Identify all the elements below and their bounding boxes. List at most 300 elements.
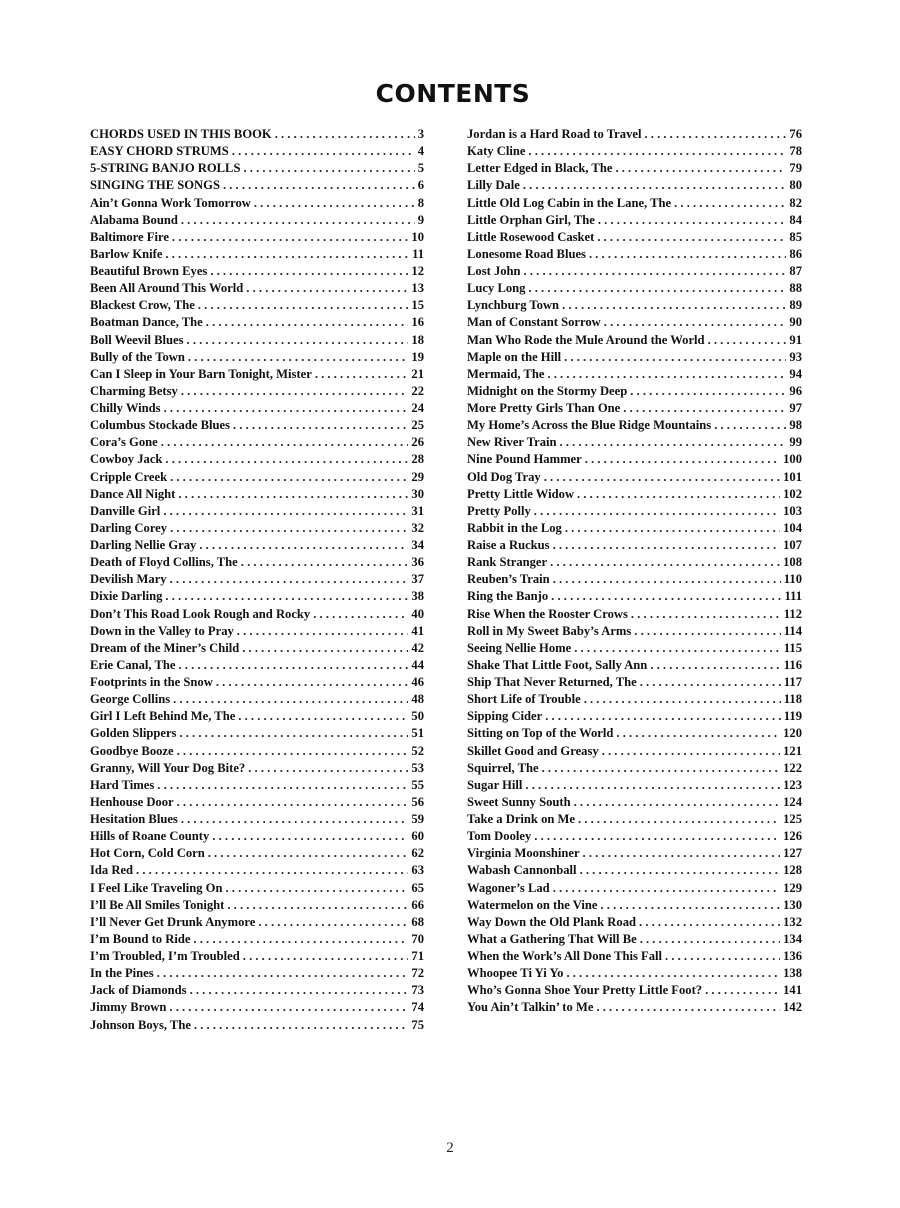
dot-leader [177,743,409,760]
toc-entry [90,246,424,263]
toc-entry [467,914,802,931]
dot-leader [243,160,414,177]
toc-entry-title: Lynchburg Town [467,298,560,313]
toc-entry-title: Columbus Stockade Blues [90,418,230,433]
dot-leader [644,126,786,143]
dot-leader [550,554,780,571]
toc-entry [90,674,424,691]
toc-entry [467,486,802,503]
toc-entry-title: Midnight on the Stormy Deep [467,383,628,398]
toc-entry [90,708,424,725]
toc-entry [467,691,802,708]
toc-entry-page: 107 [783,538,802,552]
toc-entry-title: Take a Drink on Me [467,812,575,826]
toc-entry-page: 42 [411,640,424,655]
dot-leader [165,246,409,263]
toc-entry-page: 8 [417,195,424,210]
toc-entry-title: Little Rosewood Casket [467,229,595,244]
toc-entry [90,777,424,794]
toc-entry-title: I’ll Never Get Drunk Anymore [90,914,256,929]
toc-entry-title: SINGING THE SONGS [90,178,220,193]
toc-entry-title: Ring the Banjo [467,589,549,604]
dot-leader [708,332,787,349]
toc-entry-page: 89 [789,298,802,313]
toc-entry-page: 12 [411,264,424,278]
toc-entry-title: Johnson Boys, The [90,1017,191,1032]
toc-entry-page: 28 [411,452,424,467]
toc-entry-page: 88 [789,281,802,296]
toc-entry-title: Old Dog Tray [467,469,541,484]
toc-entry-title: Girl I Left Behind Me, The [90,709,236,724]
contents-left-column [90,126,424,1034]
toc-entry [90,314,424,331]
toc-entry-title: Bully of the Town [90,349,185,364]
toc-entry-page: 37 [411,572,424,587]
toc-entry-page: 16 [411,315,424,330]
dot-leader [640,931,780,948]
toc-entry-page: 78 [789,144,802,159]
dot-leader [553,571,781,588]
toc-entry-page: 138 [783,966,802,981]
dot-leader [181,811,409,828]
toc-entry-title: Barlow Knife [90,246,163,261]
toc-entry [90,914,424,931]
dot-leader [598,212,787,229]
dot-leader [564,349,786,366]
toc-entry-title: Katy Cline [467,144,526,159]
toc-entry [90,948,424,965]
dot-leader [212,828,408,845]
dot-leader [578,811,780,828]
dot-leader [227,897,408,914]
toc-entry-page: 96 [789,383,802,398]
dot-leader [562,297,786,314]
dot-leader [565,520,780,537]
toc-entry [467,417,802,434]
toc-entry [467,212,802,229]
toc-entry-title: CHORDS USED IN THIS BOOK [90,127,272,141]
dot-leader [232,143,415,160]
toc-entry-title: Ship That Never Returned, The [467,675,637,689]
toc-entry-page: 38 [411,589,424,604]
dot-leader [623,400,786,417]
toc-entry-title: Darling Corey [90,520,168,535]
toc-entry [90,280,424,297]
toc-entry-title: Watermelon on the Vine [467,897,598,912]
toc-entry-page: 65 [411,880,424,895]
toc-entry-page: 85 [789,229,802,244]
toc-entry [467,246,802,263]
toc-entry [90,349,424,366]
dot-leader [542,760,780,777]
toc-entry-title: In the Pines [90,966,154,981]
dot-leader [528,280,786,297]
toc-entry-title: Man of Constant Sorrow [467,315,601,330]
toc-entry-page: 134 [783,931,802,946]
toc-entry-page: 127 [783,846,802,861]
dot-leader [206,314,409,331]
toc-entry-page: 30 [411,486,424,501]
toc-entry-page: 46 [411,675,424,689]
toc-entry-page: 73 [411,983,424,998]
dot-leader [597,229,786,246]
toc-entry-page: 103 [783,503,802,518]
toc-entry-page: 18 [411,332,424,347]
toc-entry [467,845,802,862]
toc-entry [467,640,802,657]
toc-entry [467,554,802,571]
dot-leader [238,708,408,725]
toc-entry-title: Dream of the Miner’s Child [90,640,240,655]
toc-entry [90,571,424,588]
toc-entry-page: 72 [411,966,424,981]
toc-entry [90,537,424,554]
toc-entry [90,794,424,811]
toc-entry [467,366,802,383]
dot-leader [172,229,408,246]
toc-entry-title: More Pretty Girls Than One [467,401,621,415]
toc-entry-title: Shake That Little Foot, Sally Ann [467,657,648,672]
dot-leader [544,469,780,486]
toc-entry-page: 126 [783,829,802,844]
toc-entry-page: 118 [783,692,802,707]
toc-entry-title: Erie Canal, The [90,657,176,672]
toc-entry-title: Man Who Rode the Mule Around the World [467,332,705,347]
dot-leader [170,469,408,486]
toc-entry [90,469,424,486]
toc-entry-title: Boll Weevil Blues [90,332,184,347]
toc-entry [467,880,802,897]
toc-entry-page: 34 [411,538,424,552]
dot-leader [547,366,786,383]
toc-entry-page: 99 [789,435,802,450]
toc-entry [467,725,802,742]
toc-entry-title: Squirrel, The [467,760,539,775]
toc-entry-page: 50 [411,709,424,724]
dot-leader [198,297,409,314]
toc-entry [467,965,802,982]
toc-entry-title: Maple on the Hill [467,349,562,364]
dot-leader [242,640,408,657]
toc-entry-title: Danville Girl [90,503,161,518]
toc-entry-page: 70 [411,931,424,946]
toc-entry [467,160,802,177]
dot-leader [602,743,780,760]
toc-entry [90,554,424,571]
dot-leader [604,314,787,331]
toc-entry [467,349,802,366]
toc-entry [467,332,802,349]
dot-leader [237,623,409,640]
dot-leader [243,948,409,965]
toc-entry [467,469,802,486]
toc-entry [467,434,802,451]
toc-entry [467,828,802,845]
toc-entry-page: 26 [411,435,424,450]
toc-entry-title: Little Orphan Girl, The [467,212,595,227]
toc-entry-page: 68 [411,914,424,929]
toc-entry-page: 141 [783,983,802,998]
dot-leader [199,537,408,554]
toc-entry [90,931,424,948]
toc-entry [467,931,802,948]
toc-entry-page: 90 [789,315,802,330]
toc-entry [90,606,424,623]
toc-entry-title: Nine Pound Hammer [467,452,582,467]
toc-entry [467,314,802,331]
toc-entry-page: 11 [412,246,424,261]
toc-entry [90,486,424,503]
toc-entry-page: 41 [411,623,424,638]
dot-leader [640,674,781,691]
toc-entry [467,571,802,588]
toc-entry [90,811,424,828]
dot-leader [313,606,408,623]
toc-entry-page: 142 [783,1000,802,1015]
toc-entry-title: Wagoner’s Lad [467,880,550,895]
dot-leader [208,845,409,862]
toc-entry [90,143,424,160]
toc-entry-title: Been All Around This World [90,281,244,296]
toc-entry-page: 117 [783,675,802,689]
dot-leader [246,280,408,297]
toc-entry-page: 59 [411,812,424,826]
toc-entry-title: Baltimore Fire [90,229,169,244]
toc-entry-title: You Ain’t Talkin’ to Me [467,1000,594,1015]
toc-entry-page: 4 [417,144,424,159]
dot-leader [165,588,408,605]
toc-entry-page: 102 [783,486,802,501]
toc-entry-title: Jimmy Brown [90,1000,167,1015]
toc-entry-title: Sweet Sunny South [467,794,571,809]
dot-leader [170,520,408,537]
toc-entry-page: 48 [411,692,424,707]
dot-leader [560,434,787,451]
toc-entry-title: I’m Bound to Ride [90,931,191,946]
toc-entry [90,965,424,982]
toc-entry-page: 44 [411,657,424,672]
toc-entry-title: Cripple Creek [90,469,168,484]
dot-leader [600,897,780,914]
toc-entry-title: Sipping Cider [467,709,543,724]
toc-entry [90,160,424,177]
toc-entry [467,503,802,520]
toc-entry-title: I’ll Be All Smiles Tonight [90,897,225,912]
toc-entry-title: Hills of Roane County [90,829,210,844]
toc-entry-title: New River Train [467,435,557,450]
toc-entry [90,828,424,845]
dot-leader [181,383,409,400]
toc-entry [90,503,424,520]
toc-entry [467,451,802,468]
toc-entry-page: 75 [411,1017,424,1032]
toc-entry-page: 53 [411,760,424,775]
toc-entry [467,657,802,674]
dot-leader [585,451,780,468]
page-title: CONTENTS [375,79,531,108]
toc-entry-page: 15 [411,298,424,313]
dot-leader [528,143,786,160]
toc-entry [90,588,424,605]
toc-entry [90,400,424,417]
dot-leader [634,623,781,640]
toc-entry-title: Cora’s Gone [90,435,158,450]
toc-entry-title: I Feel Like Traveling On [90,880,223,895]
dot-leader [190,982,409,999]
toc-entry [467,897,802,914]
toc-entry [467,143,802,160]
dot-leader [194,1017,408,1034]
dot-leader [577,486,780,503]
toc-entry-title: What a Gathering That Will Be [467,931,637,946]
toc-entry-title: Lonesome Road Blues [467,246,586,261]
toc-entry-title: I’m Troubled, I’m Troubled [90,949,240,963]
toc-entry-title: Dixie Darling [90,589,163,604]
toc-entry-page: 129 [783,880,802,895]
dot-leader [161,434,409,451]
toc-entry [90,760,424,777]
toc-entry [467,537,802,554]
dot-leader [157,965,409,982]
dot-leader [275,126,415,143]
toc-entry-page: 22 [411,383,424,398]
toc-entry-title: Death of Floyd Collins, The [90,555,238,570]
dot-leader [233,417,408,434]
toc-entry-title: Little Old Log Cabin in the Lane, The [467,195,672,210]
toc-entry-page: 115 [783,640,802,655]
toc-entry-title: Golden Slippers [90,726,177,741]
toc-entry-page: 130 [783,897,802,912]
toc-entry [90,623,424,640]
toc-entry-page: 56 [411,794,424,809]
toc-entry-page: 84 [789,212,802,227]
toc-entry-page: 121 [783,743,802,758]
toc-entry-title: Lucy Long [467,281,526,296]
toc-entry [467,811,802,828]
toc-entry-page: 112 [783,606,802,621]
toc-entry [90,195,424,212]
toc-entry-page: 86 [789,246,802,261]
toc-entry [467,280,802,297]
dot-leader [157,777,408,794]
toc-entry-title: Goodbye Booze [90,743,174,758]
toc-entry-title: Reuben’s Train [467,572,550,587]
toc-entry-page: 116 [783,657,802,672]
toc-entry-page: 32 [411,520,424,535]
dot-leader [165,451,408,468]
toc-entry-page: 120 [783,726,802,741]
dot-leader [566,965,780,982]
dot-leader [178,486,408,503]
toc-entry-page: 52 [411,743,424,758]
toc-entry-title: Mermaid, The [467,366,545,381]
toc-entry [90,725,424,742]
toc-entry [467,383,802,400]
dot-leader [164,400,409,417]
dot-leader [589,246,786,263]
toc-entry-page: 91 [789,332,802,347]
toc-entry-page: 110 [783,572,802,587]
dot-leader [705,982,780,999]
toc-entry-title: Who’s Gonna Shoe Your Pretty Little Foot? [467,983,703,998]
toc-entry-page: 98 [789,418,802,433]
toc-entry [90,297,424,314]
dot-leader [596,999,780,1016]
toc-entry [90,417,424,434]
dot-leader [136,862,408,879]
toc-entry-page: 82 [789,195,802,210]
dot-leader [584,691,781,708]
toc-entry [90,1017,424,1034]
toc-entry-page: 136 [783,949,802,963]
toc-entry-title: Darling Nellie Gray [90,538,197,552]
toc-entry-title: Henhouse Door [90,794,174,809]
toc-entry-title: Footprints in the Snow [90,675,213,689]
toc-entry-page: 63 [411,863,424,878]
dot-leader [170,571,409,588]
dot-leader [169,999,408,1016]
toc-entry [467,126,802,143]
toc-entry-page: 101 [783,469,802,484]
toc-entry-title: EASY CHORD STRUMS [90,144,229,159]
toc-entry-title: Don’t This Road Look Rough and Rocky [90,606,311,621]
dot-leader [188,349,409,366]
toc-entry-title: George Collins [90,692,171,707]
toc-entry-title: Whoopee Ti Yi Yo [467,966,564,981]
toc-entry-page: 60 [411,829,424,844]
toc-entry-title: My Home’s Across the Blue Ridge Mountains [467,418,712,433]
toc-entry-page: 74 [411,1000,424,1015]
toc-entry-page: 111 [784,589,802,604]
dot-leader [616,725,780,742]
toc-entry-title: Hot Corn, Cold Corn [90,846,205,861]
toc-entry-title: Jack of Diamonds [90,983,187,998]
toc-entry [90,177,424,194]
toc-entry-page: 21 [411,366,424,381]
dot-leader [210,263,408,280]
dot-leader [181,212,415,229]
toc-entry-title: Can I Sleep in Your Barn Tonight, Mister [90,366,312,381]
toc-entry-title: Cowboy Jack [90,452,163,467]
dot-leader [553,537,781,554]
toc-entry [90,657,424,674]
toc-entry-page: 31 [411,503,424,518]
toc-entry [467,297,802,314]
toc-entry [90,126,424,143]
dot-leader [545,708,781,725]
toc-entry [467,588,802,605]
toc-entry [90,383,424,400]
dot-leader [534,828,780,845]
toc-entry-title: Granny, Will Your Dog Bite? [90,760,246,775]
dot-leader [615,160,786,177]
toc-entry-title: Wabash Cannonball [467,863,577,878]
toc-entry-title: Ain’t Gonna Work Tomorrow [90,195,251,210]
dot-leader [163,503,408,520]
dot-leader [574,640,781,657]
toc-entry-title: Lost John [467,264,521,278]
toc-entry-title: Ida Red [90,863,134,878]
toc-entry [467,760,802,777]
toc-entry [467,999,802,1016]
dot-leader [525,777,780,794]
toc-entry-title: Chilly Winds [90,401,161,415]
toc-entry [90,880,424,897]
dot-leader [173,691,408,708]
toc-entry-title: Beautiful Brown Eyes [90,264,208,278]
toc-entry-page: 128 [783,863,802,878]
dot-leader [223,177,415,194]
